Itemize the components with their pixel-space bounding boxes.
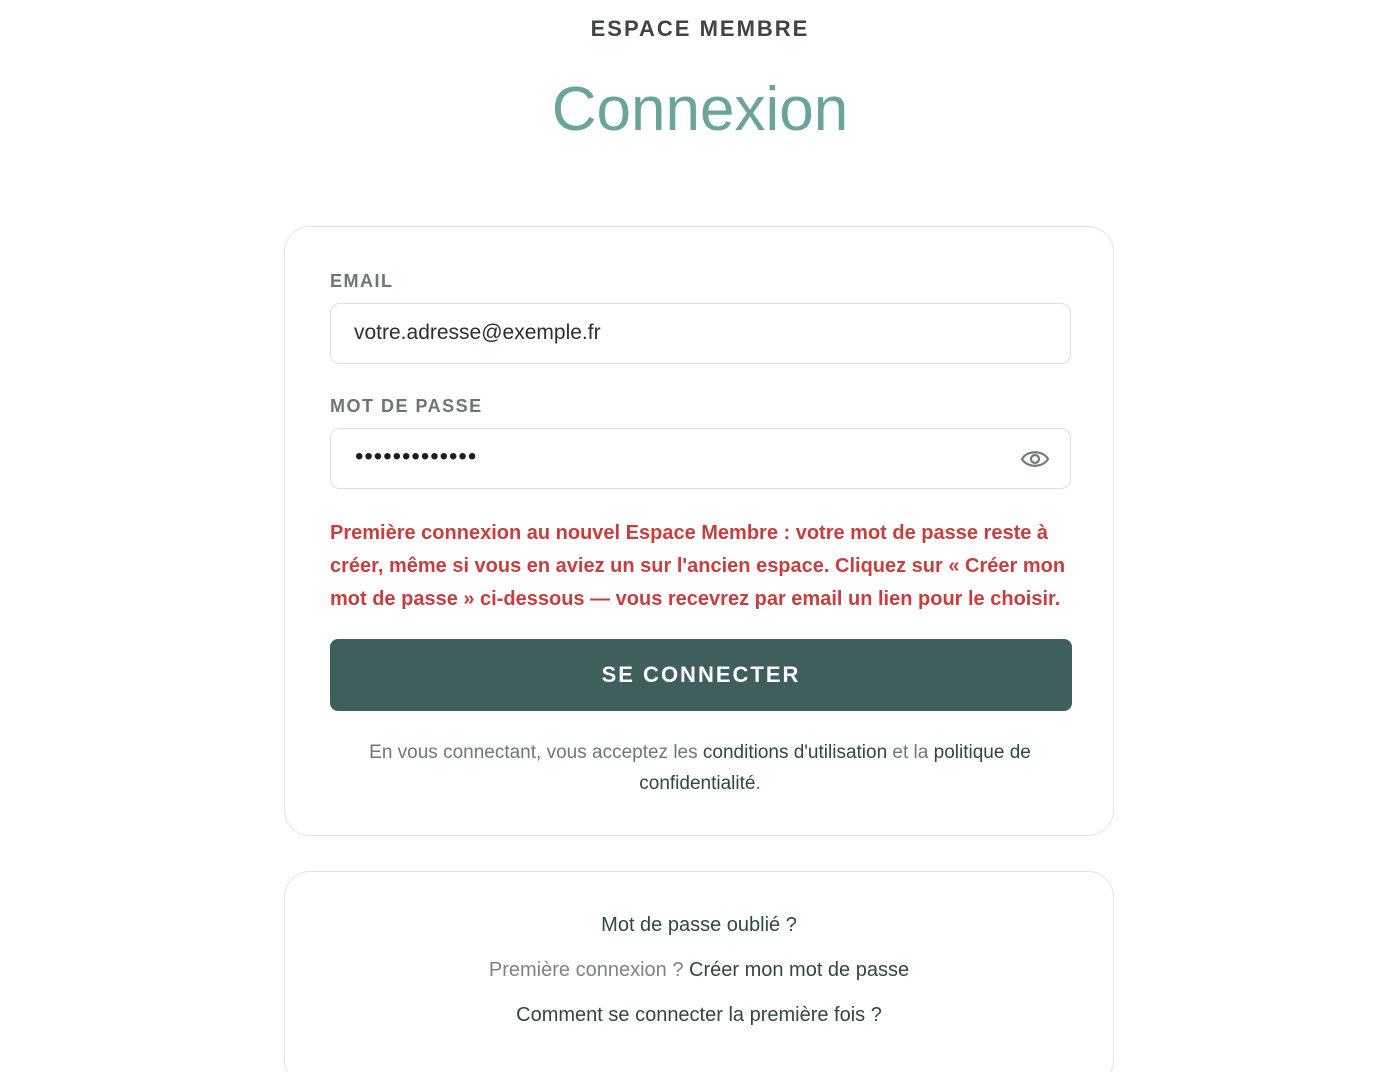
eye-icon[interactable]	[1020, 445, 1050, 473]
section-eyebrow: ESPACE MEMBRE	[590, 16, 810, 41]
how-to-connect-link[interactable]: Comment se connecter la première fois ?	[516, 1004, 882, 1026]
terms-prefix: En vous connectant, vous acceptez les	[369, 742, 703, 763]
first-login-notice: Première connexion au nouvel Espace Membre : votre mot de passe reste à créer, même si vous en aviez un sur l'ancien espace. Cliquez sur « Créer mon mot de passe » ci-dessous — vous recevrez par email un lien pour le choisir.	[330, 522, 1066, 610]
forgot-password-link[interactable]: Mot de passe oublié ?	[601, 914, 797, 936]
login-button[interactable]: SE CONNECTER	[330, 639, 1072, 711]
password-value: •••••••••••••	[355, 443, 478, 470]
how-to-line	[285, 1004, 1113, 1027]
email-field[interactable]	[354, 304, 994, 362]
login-card	[284, 226, 1114, 836]
terms-of-use-link[interactable]: conditions d'utilisation	[702, 742, 888, 763]
first-login-prefix: Première connexion ?	[488, 959, 689, 981]
email-label: EMAIL	[330, 271, 394, 291]
terms-suffix: .	[755, 773, 761, 794]
password-label: MOT DE PASSE	[330, 396, 483, 416]
terms-middle: et la	[887, 742, 934, 763]
page-title: Connexion	[551, 75, 849, 144]
create-password-link[interactable]: Créer mon mot de passe	[689, 959, 910, 981]
help-links-card	[284, 871, 1114, 1072]
forgot-password-line	[285, 914, 1113, 937]
privacy-policy-link[interactable]: politique de confidentialité	[639, 742, 1031, 794]
password-field[interactable]	[330, 428, 1071, 489]
email-field-box	[330, 303, 1071, 364]
first-login-line	[285, 959, 1113, 982]
terms-notice	[355, 737, 1045, 799]
